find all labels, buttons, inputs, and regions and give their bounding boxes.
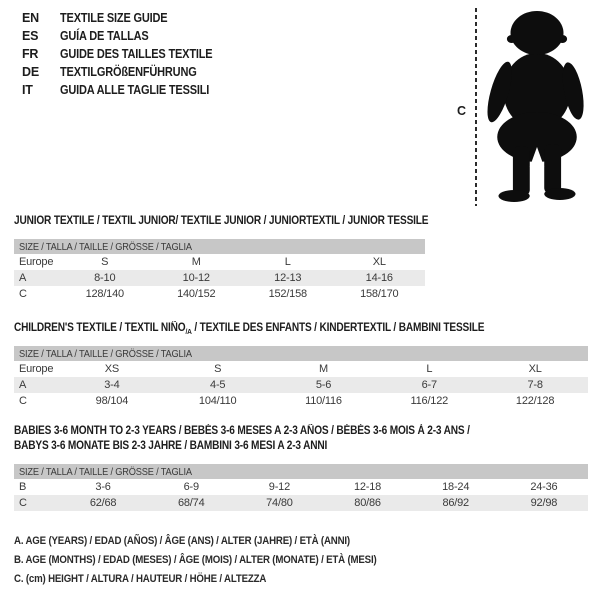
lang-code-en: EN — [22, 11, 39, 25]
value-cell: 6-7 — [376, 377, 482, 393]
lang-label-it: GUIDA ALLE TAGLIE TESSILI — [60, 83, 210, 97]
table-row-europe — [14, 361, 588, 377]
value-cell: 9-12 — [268, 481, 290, 493]
value-cell: 3-4 — [59, 377, 165, 393]
size-header-cell: SIZE / TALLA / TAILLE / GRÖSSE / TAGLIA — [14, 239, 425, 254]
row-label: C — [14, 495, 59, 511]
value-cell: 122/128 — [515, 395, 555, 407]
value-cell: 158/170 — [360, 288, 399, 300]
children-section-title: CHILDREN'S TEXTILE / TEXTIL $NIÑO_{/A}$ / TEXTILE DES ENFANTS / KINDERTEXTIL / BAMBINI TESSILE — [14, 322, 485, 336]
size-header-row — [14, 464, 588, 479]
lang-label-en: TEXTILE SIZE GUIDE — [60, 11, 168, 25]
value-cell: 74/80 — [235, 495, 323, 511]
value-cell: 5-6 — [271, 377, 377, 393]
value-cell: 24-36 — [530, 481, 558, 493]
value-cell: 4-5 — [165, 377, 271, 393]
size-cell: XL — [372, 256, 386, 268]
row-label: C — [19, 395, 27, 407]
table-row-height — [14, 495, 588, 511]
legend-line-c: C. (cm) HEIGHT / ALTURA / HAUTEUR / HÖHE / ALTEZZA — [14, 573, 267, 585]
value-cell: 12-13 — [242, 270, 334, 286]
baby-silhouette-icon — [484, 6, 590, 206]
size-cell: XS — [104, 363, 120, 375]
babies-size-table — [14, 464, 588, 511]
size-header-row — [14, 346, 588, 361]
value-cell: 18-24 — [442, 481, 470, 493]
value-cell: 98/104 — [95, 395, 129, 407]
value-cell: 80/86 — [323, 495, 411, 511]
table-row-age — [14, 377, 588, 393]
size-cell: M — [319, 363, 328, 375]
size-cell: S — [101, 256, 109, 268]
legend-line-a: A. AGE (YEARS) / EDAD (AÑOS) / ÂGE (ANS) / ALTER (JAHRE) / ETÀ (ANNI) — [14, 535, 350, 547]
value-cell: 7-8 — [482, 377, 588, 393]
lang-label-es: GUÍA DE TALLAS — [60, 29, 149, 43]
lang-code-es: ES — [22, 29, 39, 43]
lang-code-it: IT — [22, 83, 33, 97]
size-header-cell: SIZE / TALLA / TAILLE / GRÖSSE / TAGLIA — [14, 464, 588, 479]
junior-size-table — [14, 239, 425, 302]
size-cell: XL — [528, 363, 542, 375]
children-size-table — [14, 346, 588, 409]
value-cell: 62/68 — [59, 495, 147, 511]
value-cell: 12-18 — [353, 481, 382, 493]
table-row-height — [14, 393, 588, 409]
row-label: Europe — [19, 256, 54, 268]
value-cell: 116/122 — [410, 395, 449, 407]
size-cell: M — [191, 256, 201, 268]
value-cell: 86/92 — [412, 495, 500, 511]
value-cell: 104/110 — [198, 395, 237, 407]
value-cell: 3-6 — [95, 481, 111, 493]
lang-code-fr: FR — [22, 47, 39, 61]
language-header — [22, 12, 233, 97]
value-cell: 92/98 — [500, 495, 588, 511]
nino-a-subscript: /A — [185, 326, 192, 336]
legend-line-b: B. AGE (MONTHS) / EDAD (MESES) / ÂGE (MOIS) / ALTER (MONATE) / ETÀ (MESI) — [14, 554, 377, 566]
junior-section-title: JUNIOR TEXTILE / TEXTIL JUNIOR/ TEXTILE JUNIOR / JUNIORTEXTIL / JUNIOR TESSILE — [14, 215, 429, 227]
value-cell: 14-16 — [334, 270, 426, 286]
size-header-row — [14, 239, 425, 254]
table-row-europe — [14, 254, 425, 270]
size-cell: L — [284, 256, 291, 268]
babies-section-title: BABIES 3-6 MONTH TO 2-3 YEARS / BEBÉS 3-6 MESES A 2-3 AÑOS / BÉBÉS 3-6 MOIS À 2-3 ANS / BABYS 3-6 MONATE BIS 2-3 JAHRE / BAMBINI 3-6 MESI A 2-3 ANNI — [14, 425, 470, 452]
value-cell: 140/152 — [177, 288, 216, 300]
size-cell: L — [426, 363, 433, 375]
height-marker-label: C — [457, 104, 467, 118]
row-label: B — [19, 481, 27, 493]
table-row-months — [14, 479, 588, 495]
table-row-height — [14, 286, 425, 302]
height-dotted-line — [475, 8, 477, 206]
value-cell: 6-9 — [183, 481, 199, 493]
row-label: C — [19, 288, 27, 300]
table-row-age — [14, 270, 425, 286]
value-cell: 8-10 — [59, 270, 151, 286]
row-label: A — [14, 270, 59, 286]
lang-label-fr: GUIDE DES TAILLES TEXTILE — [60, 47, 213, 61]
lang-code-de: DE — [22, 65, 39, 79]
legend — [14, 532, 426, 589]
value-cell: 152/158 — [268, 288, 307, 300]
size-cell: S — [214, 363, 222, 375]
value-cell: 110/116 — [305, 395, 342, 407]
size-header-cell: SIZE / TALLA / TAILLE / GRÖSSE / TAGLIA — [14, 346, 588, 361]
row-label: A — [14, 377, 59, 393]
value-cell: 128/140 — [85, 288, 124, 300]
row-label: Europe — [19, 363, 54, 375]
value-cell: 68/74 — [147, 495, 235, 511]
height-figure — [440, 0, 600, 212]
value-cell: 10-12 — [151, 270, 243, 286]
lang-label-de: TEXTILGRÖßENFÜHRUNG — [60, 65, 197, 79]
